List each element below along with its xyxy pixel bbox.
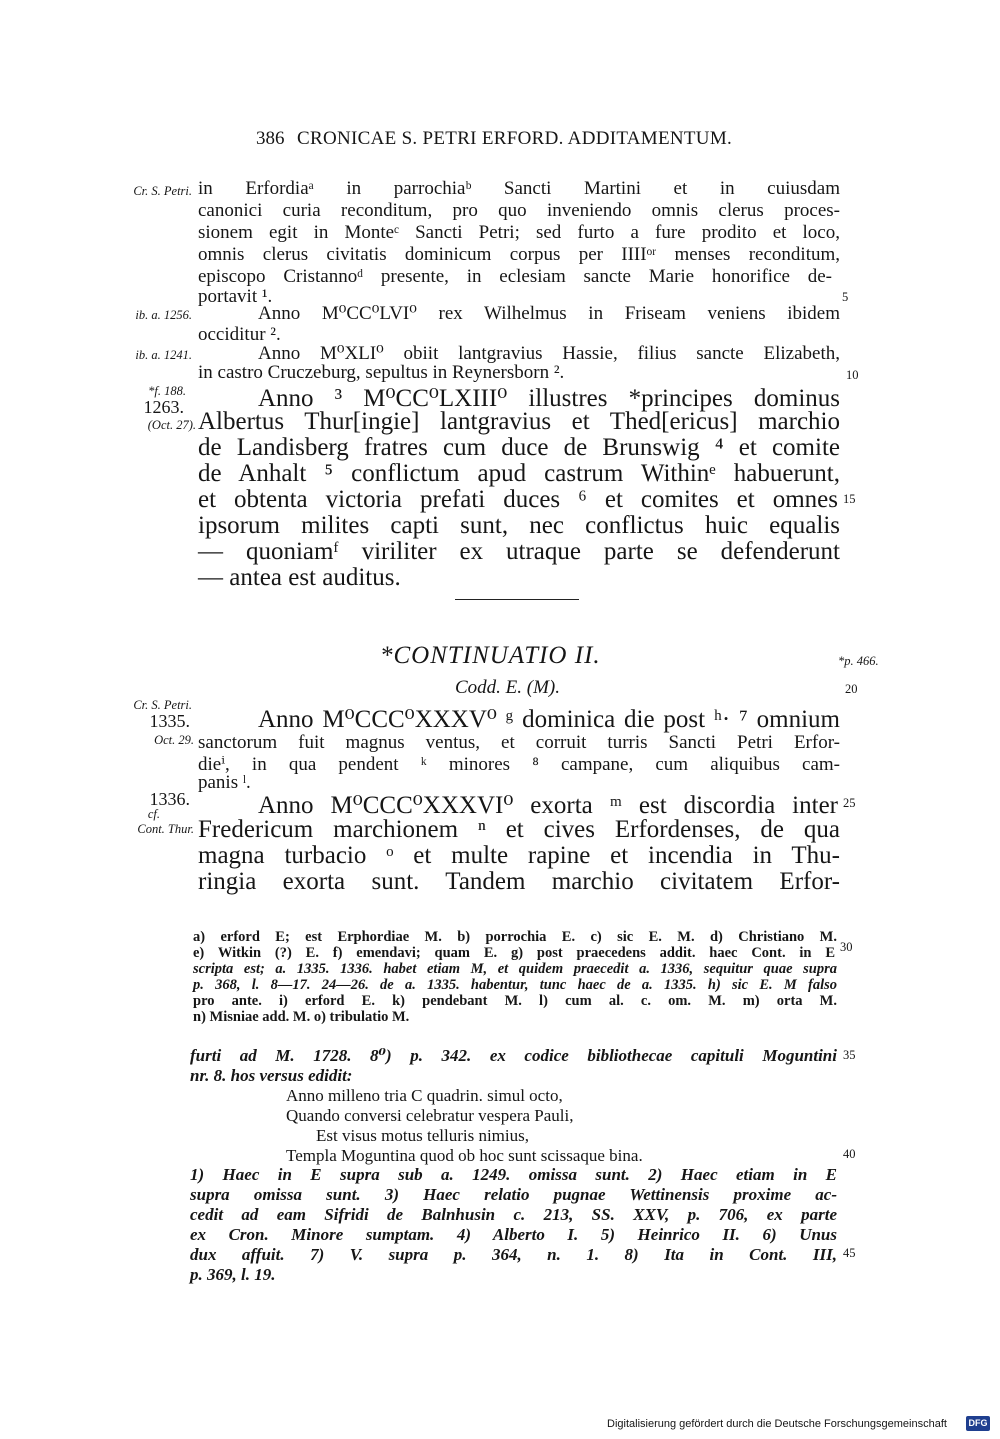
margin-note: Cont. Thur. — [137, 822, 194, 836]
apparatus-line: a) erford E; est Erphordiae M. b) porrochia E. c) sic E. M. d) Christiano M. — [193, 929, 837, 945]
text-line: de Landisberg fratres cum duce de Brunswig ⁴ et comite — [198, 434, 840, 461]
text-line: panis ˡ. — [198, 772, 251, 793]
text-line: ipsorum milites capti sunt, nec conflictus huic equalis — [198, 512, 840, 539]
margin-note: ib. a. 1256. — [135, 308, 192, 322]
dfg-logo-text: DFG — [968, 1418, 988, 1428]
margin-note: *f. 188. — [148, 384, 186, 398]
codd-line: Codd. E. (M). — [455, 677, 561, 698]
section-divider — [455, 599, 579, 600]
text-line: sanctorum fuit magnus ventus, et corruit turris Sancti Petri Erfor- — [198, 732, 840, 753]
footnote-line: cedit ad eam Sifridi de Balnhusin c. 213, SS. XXV, p. 706, ex parte — [190, 1205, 837, 1224]
margin-note: cf. — [147, 807, 160, 821]
footnote-line: ex Cron. Minore sumptam. 4) Alberto I. 5) Heinrico II. 6) Unus — [190, 1225, 837, 1244]
line-number: 15 — [843, 492, 856, 506]
apparatus-line: e) Witkin (?) E. f) emendavi; quam E. g) post praecedens addit. haec Cont. in E — [193, 945, 835, 961]
dfg-logo — [966, 1416, 990, 1431]
line-number: 45 — [843, 1246, 856, 1260]
text-line: episcopo Cristannoᵈ presente, in eclesiam sancte Marie honorifice de- — [198, 266, 832, 287]
margin-note-year: 1336. — [149, 789, 190, 809]
text-line: Anno M⁰CCC⁰XXXV⁰ ᵍ dominica die post ʰ· ⁷ omnium — [258, 706, 840, 733]
apparatus-line: pro ante. i) erford E. k) pendebant M. l) cum al. c. om. M. m) orta M. — [193, 993, 837, 1009]
verse-line: Anno milleno tria C quadrin. simul octo, — [286, 1086, 563, 1105]
line-number: 25 — [843, 796, 856, 810]
section-title: *CONTINUATIO II. — [380, 642, 601, 669]
verse-line: Templa Moguntina quod ob hoc sunt scissaque bina. — [286, 1146, 643, 1165]
text-line: portavit ¹. — [198, 286, 273, 307]
text-line: de Anhalt ⁵ conflictum apud castrum Withinᵉ habuerunt, — [198, 460, 840, 487]
line-number: 40 — [843, 1147, 856, 1161]
text-line: — quoniamᶠ viriliter ex utraque parte se defenderunt — [198, 538, 840, 565]
running-title: CRONICAE S. PETRI ERFORD. ADDITAMENTUM. — [297, 128, 733, 149]
text-line: magna turbacio ᵒ et multe rapine et incendia in Thu- — [198, 842, 840, 869]
apparatus-line: n) Misniae add. M. o) tribulatio M. — [193, 1009, 410, 1025]
text-line: Anno M⁰XLI⁰ obiit lantgravius Hassie, filius sancte Elizabeth, — [258, 343, 840, 364]
line-number: 5 — [842, 290, 849, 304]
verse-line: Quando conversi celebratur vespera Pauli, — [286, 1106, 574, 1125]
text-line: occiditur ². — [198, 324, 281, 345]
footnote-line: dux affuit. 7) V. supra p. 364, n. 1. 8) Ita in Cont. III, — [190, 1245, 837, 1264]
text-line: Anno M⁰CC⁰LVI⁰ rex Wilhelmus in Friseam veniens ibidem — [258, 303, 840, 324]
apparatus-line: p. 368, l. 8—17. 24—26. de a. 1335. habentur, tunc haec de a. 1335. h) sic E. M falso — [193, 977, 837, 993]
footnote-line: p. 369, l. 19. — [190, 1265, 276, 1284]
margin-note-year: 1335. — [149, 711, 190, 731]
text-line: canonici curia reconditum, pro quo inveniendo omnis clerus proces- — [198, 200, 840, 221]
text-line: ringia exorta sunt. Tandem marchio civitatem Erfor- — [198, 868, 840, 895]
margin-note: Cr. S. Petri. — [133, 698, 192, 712]
text-line: dieⁱ, in qua pendent ᵏ minores ⁸ campane, cum aliquibus cam- — [198, 754, 840, 775]
margin-note: (Oct. 27). — [147, 418, 196, 432]
text-line: — antea est auditus. — [198, 564, 401, 591]
page-number: 386 — [256, 128, 285, 149]
text-line: omnis clerus civitatis dominicum corpus per IIIIᵒʳ menses reconditum, — [198, 244, 840, 265]
verse-line: Est visus motus telluris nimius, — [316, 1126, 529, 1145]
digitization-credit: Digitalisierung gefördert durch die Deutsche Forschungsgemeinschaft — [607, 1418, 947, 1430]
margin-note: Oct. 29. — [154, 733, 194, 747]
footnote-line: 1) Haec in E supra sub a. 1249. omissa sunt. 2) Haec etiam in E — [190, 1165, 837, 1184]
note-line: nr. 8. hos versus edidit: — [190, 1066, 353, 1085]
line-number: 35 — [843, 1048, 856, 1062]
line-number: 20 — [845, 682, 858, 696]
line-number: 10 — [846, 368, 859, 382]
margin-note: *p. 466. — [838, 654, 879, 668]
text-line: in Erfordiaᵃ in parrochiaᵇ Sancti Martini et in cuiusdam — [198, 178, 840, 199]
margin-note: ib. a. 1241. — [135, 348, 192, 362]
text-line: Fredericum marchionem ⁿ et cives Erfordenses, de qua — [198, 816, 840, 843]
text-line: in castro Cruczeburg, sepultus in Reynersborn ². — [198, 362, 565, 383]
margin-note: Cr. S. Petri. — [133, 184, 192, 198]
text-line: Albertus Thur[ingie] lantgravius et Thed[ericus] marchio — [198, 408, 840, 435]
text-line: Anno M⁰CCC⁰XXXVI⁰ exorta ᵐ est discordia inter — [258, 792, 838, 819]
apparatus-line: scripta est; a. 1335. 1336. habet etiam M, et quidem praecedit a. 1336, sequitur quae supra — [193, 961, 837, 977]
line-number: 30 — [840, 940, 853, 954]
text-line: sionem egit in Monteᶜ Sancti Petri; sed furto a fure prodito et loco, — [198, 222, 840, 243]
note-line: furti ad M. 1728. 8⁰) p. 342. ex codice bibliothecae capituli Moguntini — [190, 1046, 837, 1065]
text-line: et obtenta victoria prefati duces ⁶ et comites et omnes — [198, 486, 838, 513]
text-line: Anno ³ M⁰CC⁰LXIII⁰ illustres *principes dominus — [258, 385, 840, 412]
margin-note-year: 1263. — [143, 397, 184, 417]
footnote-line: supra omissa sunt. 3) Haec relatio pugnae Wettinensis proxime ac- — [190, 1185, 837, 1204]
